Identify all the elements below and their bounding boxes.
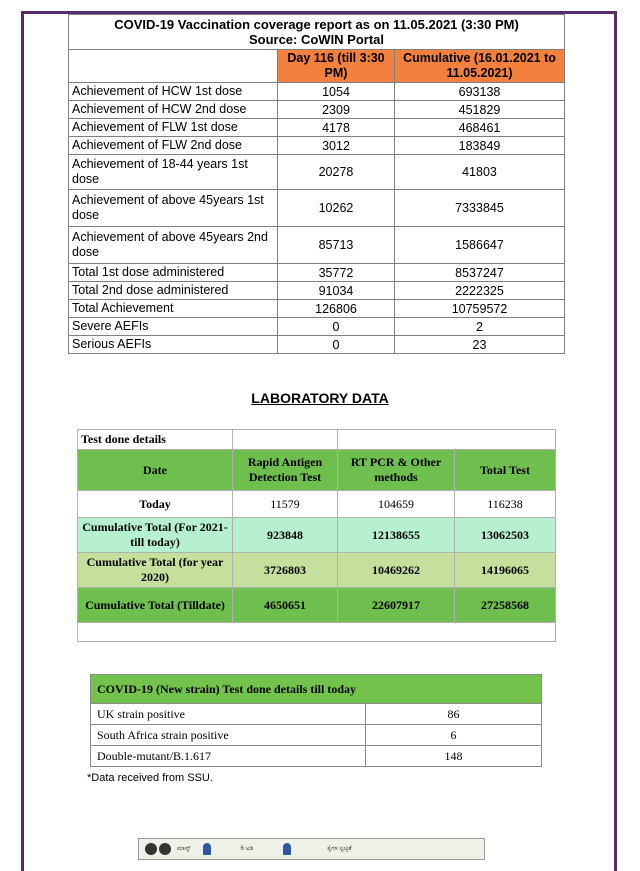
vaccination-row [69, 190, 565, 227]
banner-text-distance: 6 ಅಡಿ [240, 845, 254, 852]
vaccination-row [69, 282, 565, 300]
lab-row-date: Cumulative Total (For 2021- till today) [78, 518, 233, 553]
row-cumulative-value: 10759572 [395, 300, 565, 318]
awareness-banner [138, 838, 485, 860]
row-day-value: 91034 [278, 282, 395, 300]
lab-header-rtpcr: RT PCR & Other methods [338, 450, 455, 491]
vaccination-row [69, 137, 565, 155]
row-day-value: 2309 [278, 101, 395, 119]
row-day-value: 10262 [278, 190, 395, 227]
lab-row-rat: 3726803 [233, 553, 338, 588]
row-day-value: 1054 [278, 83, 395, 101]
header-blank [69, 50, 278, 83]
person-icon [283, 843, 291, 855]
strain-value: 6 [366, 725, 542, 746]
vaccination-row [69, 101, 565, 119]
row-label: Achievement of FLW 1st dose [69, 119, 278, 137]
row-cumulative-value: 8537247 [395, 264, 565, 282]
vaccination-table [68, 14, 565, 354]
lab-row-total: 13062503 [455, 518, 556, 553]
lab-row-rtpcr: 10469262 [338, 553, 455, 588]
row-day-value: 20278 [278, 155, 395, 190]
row-label: Total Achievement [69, 300, 278, 318]
row-day-value: 126806 [278, 300, 395, 318]
row-cumulative-value: 693138 [395, 83, 565, 101]
lab-header-rat: Rapid Antigen Detection Test [233, 450, 338, 491]
row-label: Achievement of above 45years 1st dose [69, 190, 278, 227]
row-day-value: 35772 [278, 264, 395, 282]
header-day: Day 116 (till 3:30 PM) [278, 50, 395, 83]
strain-title: COVID-19 (New strain) Test done details till today [91, 675, 542, 704]
header-cumulative: Cumulative (16.01.2021 to 11.05.2021) [395, 50, 565, 83]
row-label: Severe AEFIs [69, 318, 278, 336]
row-label: Serious AEFIs [69, 336, 278, 354]
row-day-value: 85713 [278, 227, 395, 264]
row-cumulative-value: 468461 [395, 119, 565, 137]
person-icon [203, 843, 211, 855]
lab-row-rat: 11579 [233, 491, 338, 518]
lab-table [77, 429, 556, 642]
lab-row-date: Today [78, 491, 233, 518]
strain-label: UK strain positive [91, 704, 366, 725]
vaccination-row [69, 336, 565, 354]
row-cumulative-value: 2 [395, 318, 565, 336]
vaccination-row [69, 227, 565, 264]
lab-row-date: Cumulative Total (for year 2020) [78, 553, 233, 588]
row-day-value: 3012 [278, 137, 395, 155]
vaccination-row [69, 318, 565, 336]
vaccination-title [69, 15, 565, 50]
strain-label: Double-mutant/B.1.617 [91, 746, 366, 767]
row-cumulative-value: 183849 [395, 137, 565, 155]
face-mask-icon [159, 843, 171, 855]
row-label: Total 1st dose administered [69, 264, 278, 282]
face-mask-icon [145, 843, 157, 855]
strain-value: 148 [366, 746, 542, 767]
row-label: Achievement of HCW 1st dose [69, 83, 278, 101]
lab-row-rtpcr: 22607917 [338, 588, 455, 623]
row-cumulative-value: 2222325 [395, 282, 565, 300]
lab-caption-blank [233, 430, 338, 450]
lab-caption-blank [338, 430, 556, 450]
vaccination-row [69, 155, 565, 190]
banner-text-hands: ಕೈಗಳ ಸ್ವಚ್ಛತೆ [327, 845, 352, 852]
lab-caption: Test done details [78, 430, 233, 450]
vaccination-row [69, 300, 565, 318]
row-day-value: 4178 [278, 119, 395, 137]
row-cumulative-value: 7333845 [395, 190, 565, 227]
lab-row-total: 27258568 [455, 588, 556, 623]
vaccination-title-line1: COVID-19 Vaccination coverage report as on 11.05.2021 (3:30 PM) [114, 17, 519, 32]
vaccination-row [69, 264, 565, 282]
row-cumulative-value: 1586647 [395, 227, 565, 264]
row-label: Achievement of HCW 2nd dose [69, 101, 278, 119]
vaccination-source: Source: CoWIN Portal [248, 32, 385, 47]
row-label: Achievement of 18-44 years 1st dose [69, 155, 278, 190]
laboratory-heading: LABORATORY DATA [251, 390, 389, 406]
lab-row-total: 116238 [455, 491, 556, 518]
lab-row-rat: 4650651 [233, 588, 338, 623]
strain-table [90, 674, 542, 767]
vaccination-row [69, 83, 565, 101]
lab-header-total: Total Test [455, 450, 556, 491]
footnote: *Data received from SSU. [87, 772, 213, 784]
row-day-value: 0 [278, 318, 395, 336]
row-label: Achievement of above 45years 2nd dose [69, 227, 278, 264]
lab-row-rat: 923848 [233, 518, 338, 553]
row-cumulative-value: 41803 [395, 155, 565, 190]
row-day-value: 0 [278, 336, 395, 354]
strain-value: 86 [366, 704, 542, 725]
banner-text-mask: ಮಾಸ್ಕ್ [177, 845, 191, 852]
row-cumulative-value: 23 [395, 336, 565, 354]
row-cumulative-value: 451829 [395, 101, 565, 119]
strain-label: South Africa strain positive [91, 725, 366, 746]
row-label: Achievement of FLW 2nd dose [69, 137, 278, 155]
lab-row-total: 14196065 [455, 553, 556, 588]
row-label: Total 2nd dose administered [69, 282, 278, 300]
lab-header-date: Date [78, 450, 233, 491]
lab-row-date: Cumulative Total (Tilldate) [78, 588, 233, 623]
vaccination-row [69, 119, 565, 137]
lab-empty-row [78, 623, 556, 642]
lab-row-rtpcr: 12138655 [338, 518, 455, 553]
lab-row-rtpcr: 104659 [338, 491, 455, 518]
